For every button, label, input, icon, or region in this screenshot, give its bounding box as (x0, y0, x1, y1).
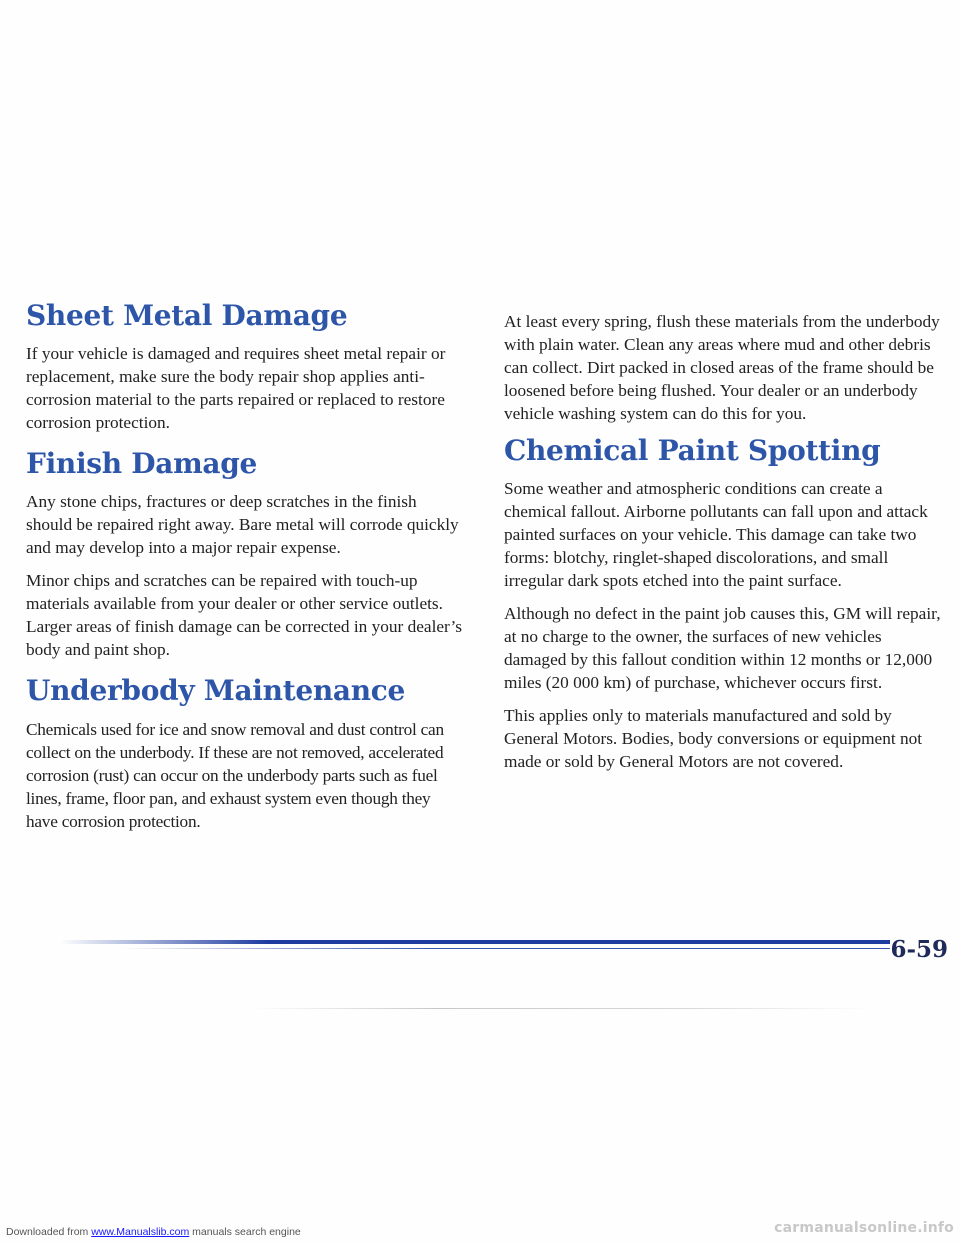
paragraph: Although no defect in the paint job causes this, GM will repair, at no charge to the owner, the surfaces of new vehicles damaged by this fallout condition within 12 months or 12,000 miles (20 000 km) of purchase, whichever occurs first. (504, 604, 941, 693)
left-column (26, 300, 466, 843)
paragraph: If your vehicle is damaged and requires sheet metal repair or replacement, make sure the body repair shop applies anti-corrosion material to the parts repaired or replaced to restore corrosion protection. (26, 344, 446, 433)
page-number: 6-59 (890, 936, 948, 963)
section-underbody-maintenance (26, 675, 466, 832)
heading-sheet-metal-damage: Sheet Metal Damage (26, 299, 348, 332)
download-footer (6, 1226, 301, 1238)
footer-prefix: Downloaded from (6, 1226, 92, 1238)
heading-finish-damage: Finish Damage (26, 447, 258, 481)
paragraph: Chemicals used for ice and snow removal and dust control can collect on the underbody. If these are not removed, accelerated corrosion (rust) can occur on the underbody parts such as fuel lines, frame, floor pan, and exhaust system even though they have corrosion protection. (26, 719, 444, 831)
rule-thin-line (120, 948, 890, 949)
page-rule (0, 928, 960, 958)
section-sheet-metal-damage (26, 300, 466, 434)
heading-chemical-paint-spotting: Chemical Paint Spotting (504, 434, 881, 467)
rule-thick-line (60, 940, 890, 944)
right-column (504, 310, 944, 783)
paragraph-underbody-flush: At least every spring, flush these materials from the underbody with plain water. Clean any areas where mud and other debris can collect. Dirt packed in closed areas of the frame should be loosened before being flushed. Your dealer or an underbody vehicle washing system can do this for you. (504, 312, 940, 423)
paragraph: This applies only to materials manufactured and sold by General Motors. Bodies, body conversions or equipment not made or sold by General Motors are not covered. (504, 706, 923, 772)
section-chemical-paint-spotting (504, 435, 944, 773)
watermark: carmanualsonline.info (774, 1220, 954, 1236)
section-finish-damage (26, 448, 466, 661)
scan-artifact-line (250, 1008, 870, 1009)
manualslib-link[interactable]: www.Manualslib.com (91, 1226, 190, 1238)
heading-underbody-maintenance: Underbody Maintenance (26, 674, 406, 708)
footer-suffix: manuals search engine (189, 1226, 301, 1238)
paragraph: Some weather and atmospheric conditions can create a chemical fallout. Airborne pollutants can fall upon and attack painted surfaces on your vehicle. This damage can take two forms: blotchy, ringlet-shaped discolorations, and small irregular dark spots etched into the paint surface. (504, 479, 928, 591)
paragraph: Minor chips and scratches can be repaired with touch-up materials available from your dealer or other service outlets. Larger areas of finish damage can be corrected in your dealer’s body and paint shop. (26, 571, 462, 660)
paragraph: Any stone chips, fractures or deep scratches in the finish should be repaired right away. Bare metal will corrode quickly and may develop into a major repair expense. (26, 492, 459, 558)
